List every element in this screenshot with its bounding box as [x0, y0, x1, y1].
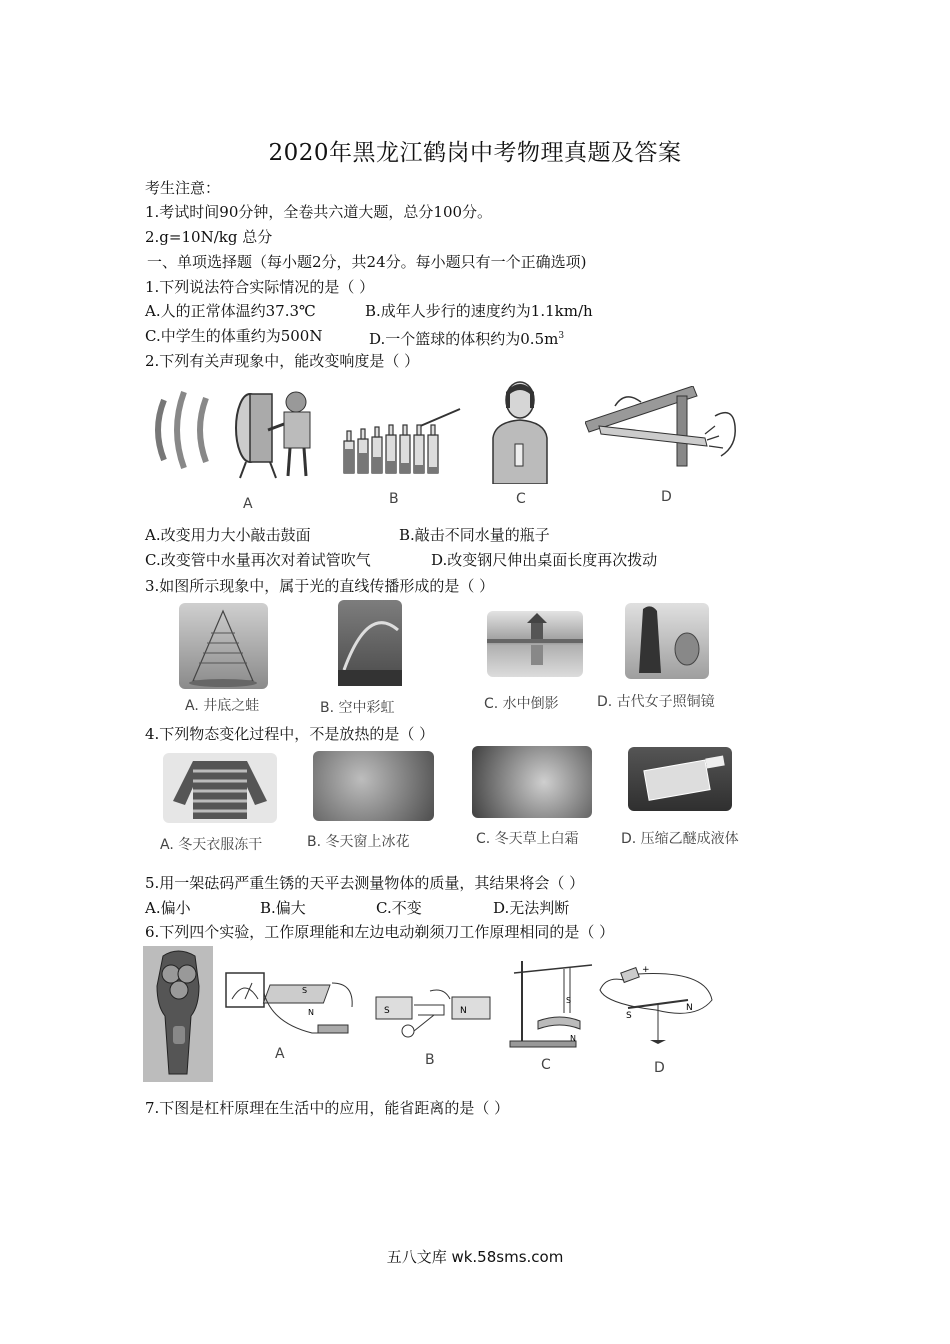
svg-text:S: S — [384, 1006, 390, 1016]
q5-option-b: B.偏大 — [260, 899, 306, 917]
q2-option-a: A.改变用力大小敲击鼓面 — [145, 526, 311, 544]
q4-photo-ether-syringe — [628, 747, 732, 811]
q6-figure-label-b: B — [425, 1052, 435, 1068]
q2-figure-label-b: B — [389, 491, 399, 507]
q5-option-a: A.偏小 — [145, 899, 191, 917]
page-title: 2020年黑龙江鹤岗中考物理真题及答案 — [268, 140, 682, 166]
svg-text:N: N — [570, 1034, 576, 1043]
notice-heading: 考生注意： — [145, 179, 221, 197]
q6-figure-b-magnets — [374, 985, 496, 1041]
page-footer: 五八文库 wk.58sms.com — [386, 1248, 564, 1266]
q6-figure-d-compass — [596, 960, 718, 1050]
q3-photo-rainbow — [338, 600, 402, 686]
q5-stem: 5.用一架砝码严重生锈的天平去测量物体的质量，其结果将会（ ） — [145, 874, 585, 892]
q1-option-c: C.中学生的体重约为500N — [145, 327, 323, 345]
q7-stem: 7.下图是杠杆原理在生活中的应用，能省距离的是（ ） — [145, 1099, 510, 1117]
q1-stem: 1.下列说法符合实际情况的是（ ） — [145, 278, 375, 296]
q2-figure-d-ruler — [585, 386, 745, 476]
q6-figure-label-d: D — [654, 1060, 665, 1076]
svg-text:S: S — [626, 1011, 632, 1021]
q5-option-d: D.无法判断 — [493, 899, 570, 917]
q1-option-a: A.人的正常体温约37.3℃ — [145, 302, 316, 320]
q4-stem: 4.下列物态变化过程中，不是放热的是（ ） — [145, 725, 435, 743]
q3-caption-a: A. 井底之蛙 — [185, 698, 260, 714]
q4-caption-d: D. 压缩乙醚成液体 — [621, 831, 739, 847]
svg-text:+: + — [642, 965, 650, 975]
q2-option-b: B.敲击不同水量的瓶子 — [399, 526, 550, 544]
section-heading: 一、单项选择题（每小题2分，共24分。每小题只有一个正确选项) — [147, 253, 587, 271]
q4-caption-c: C. 冬天草上白霜 — [476, 831, 579, 847]
q4-caption-a: A. 冬天衣服冻干 — [160, 837, 263, 853]
q2-figure-label-c: C — [516, 491, 526, 507]
q4-photo-window-frost — [313, 751, 434, 821]
svg-text:N: N — [460, 1006, 467, 1016]
q3-caption-c: C. 水中倒影 — [484, 696, 559, 712]
q2-option-d: D.改变钢尺伸出桌面长度再次拨动 — [431, 551, 658, 569]
q6-figure-a-circuit — [222, 963, 357, 1043]
q4-caption-b: B. 冬天窗上冰花 — [307, 834, 410, 850]
q1-option-d: D.一个篮球的体积约为$0.5m^3$ — [369, 330, 565, 348]
q2-figure-a-drum — [150, 380, 320, 480]
q5-option-c: C.不变 — [376, 899, 422, 917]
q1-option-b: B.成年人步行的速度约为1.1km/h — [365, 302, 593, 320]
svg-text:N: N — [308, 1008, 314, 1017]
svg-text:S: S — [566, 996, 572, 1005]
notice-item-1: 1.考试时间90分钟，全卷共六道大题，总分100分。 — [145, 203, 493, 221]
q6-figure-c-stand — [508, 955, 596, 1051]
q2-figure-b-bottles — [340, 405, 465, 475]
q6-stem: 6.下列四个实验，工作原理能和左边电动剃须刀工作原理相同的是（ ） — [145, 923, 615, 941]
q6-figure-label-a: A — [275, 1046, 285, 1062]
notice-item-2: 2.g=10N/kg 总分 — [145, 228, 273, 246]
svg-text:N: N — [686, 1003, 693, 1013]
q2-figure-label-d: D — [661, 489, 672, 505]
q6-figure-shaver — [143, 946, 213, 1082]
q2-figure-label-a: A — [243, 496, 253, 512]
q3-photo-reflection — [487, 611, 583, 677]
q2-figure-c-girl — [485, 378, 555, 484]
q4-photo-grass-frost — [472, 746, 592, 818]
svg-text:S: S — [302, 986, 308, 995]
q6-figure-label-c: C — [541, 1057, 551, 1073]
q2-option-c: C.改变管中水量再次对着试管吹气 — [145, 551, 371, 569]
q3-photo-bronze-mirror — [625, 603, 709, 679]
q3-stem: 3.如图所示现象中，属于光的直线传播形成的是（ ） — [145, 577, 495, 595]
q3-photo-well-frog — [179, 603, 268, 689]
q4-photo-sweater — [163, 753, 277, 823]
q3-caption-d: D. 古代女子照铜镜 — [597, 694, 715, 710]
q3-caption-b: B. 空中彩虹 — [320, 700, 395, 716]
q2-stem: 2.下列有关声现象中，能改变响度是（ ） — [145, 352, 420, 370]
